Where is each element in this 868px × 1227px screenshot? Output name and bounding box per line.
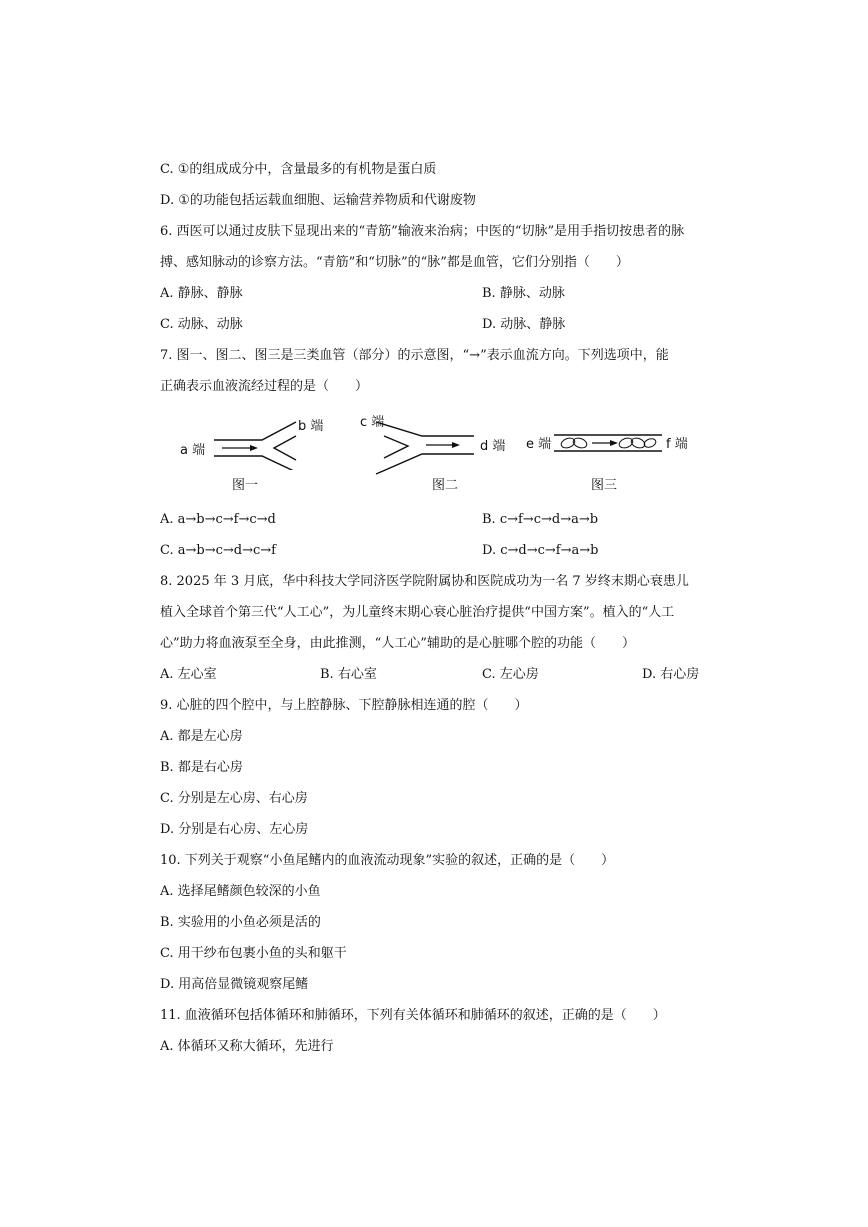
q9-stem: 9. 心脏的四个腔中，与上腔静脉、下腔静脉相连通的腔（ ）: [160, 698, 528, 713]
q6-option-c: C. 动脉、动脉: [160, 317, 243, 332]
q9-option-a: A. 都是左心房: [160, 729, 243, 744]
q9-option-b: B. 都是右心房: [160, 760, 243, 775]
fig2-caption: 图二: [432, 478, 459, 493]
q7-option-a: A. a→b→c→f→c→d: [160, 512, 276, 527]
q7-stem-line2: 正确表示血液流经过程的是（ ）: [160, 379, 369, 394]
q7-option-c: C. a→b→c→d→c→f: [160, 543, 276, 558]
figure-three-capillary-diagram: [510, 425, 700, 461]
q10-option-c: C. 用干纱布包裹小鱼的头和躯干: [160, 946, 347, 961]
q6-stem-line2: 搏、感知脉动的诊察方法。“青筋”和“切脉”的“脉”都是血管，它们分别指（ ）: [160, 255, 629, 270]
q8-stem-line3: 心”助力将血液泵至全身，由此推测，“人工心”辅助的是心脏哪个腔的功能（ ）: [160, 636, 635, 651]
fig3-label-f: f 端: [666, 437, 688, 452]
fig1-caption: 图一: [232, 478, 259, 493]
q10-stem: 10. 下列关于观察“小鱼尾鳍内的血液流动现象”实验的叙述，正确的是（ ）: [160, 853, 615, 868]
q5-option-d: D. ①的功能包括运载血细胞、运输营养物质和代谢废物: [160, 193, 476, 208]
q9-option-c: C. 分别是左心房、右心房: [160, 791, 308, 806]
q11-stem: 11. 血液循环包括体循环和肺循环，下列有关体循环和肺循环的叙述，正确的是（ ）: [160, 1008, 666, 1023]
q8-option-b: B. 右心室: [320, 667, 377, 682]
q6-stem-line1: 6. 西医可以通过皮肤下显现出来的“青筋”输液来治病；中医的“切脉”是用手指切按患者的脉: [160, 224, 685, 239]
fig2-label-d: d 端: [480, 439, 506, 454]
q6-option-d: D. 动脉、静脉: [482, 317, 566, 332]
q10-option-b: B. 实验用的小鱼必须是活的: [160, 915, 321, 930]
q5-option-c: C. ①的组成成分中，含量最多的有机物是蛋白质: [160, 162, 437, 177]
q8-option-d: D. 右心房: [642, 667, 700, 682]
q8-option-c: C. 左心房: [482, 667, 539, 682]
fig1-label-b: b 端: [298, 419, 324, 434]
q6-option-a: A. 静脉、静脉: [160, 286, 243, 301]
q10-option-a: A. 选择尾鳍颜色较深的小鱼: [160, 884, 321, 899]
q9-option-d: D. 分别是右心房、左心房: [160, 822, 309, 837]
q7-option-d: D. c→d→c→f→a→b: [482, 543, 599, 558]
fig2-label-c: c 端: [360, 415, 385, 430]
q11-option-a: A. 体循环又称大循环，先进行: [160, 1039, 334, 1054]
q6-option-b: B. 静脉、动脉: [482, 286, 565, 301]
fig1-label-a: a 端: [180, 443, 206, 458]
q8-stem-line2: 植入全球首个第三代“人工心”，为儿童终末期心衰心脏治疗提供“中国方案”。植入的“人工: [160, 605, 675, 620]
q8-stem-line1: 8. 2025 年 3 月底，华中科技大学同济医学院附属协和医院成功为一名 7 岁终末期心衰患儿: [160, 574, 689, 589]
q10-option-d: D. 用高倍显微镜观察尾鳍: [160, 977, 309, 992]
fig3-caption: 图三: [591, 478, 618, 493]
q7-option-b: B. c→f→c→d→a→b: [482, 512, 599, 527]
q8-option-a: A. 左心室: [160, 667, 217, 682]
fig3-label-e: e 端: [526, 437, 552, 452]
figure-one-artery-diagram: [178, 410, 338, 470]
figure-two-vein-diagram: [358, 410, 518, 480]
q7-stem-line1: 7. 图一、图二、图三是三类血管（部分）的示意图，“→”表示血流方向。下列选项中，能: [160, 348, 669, 363]
